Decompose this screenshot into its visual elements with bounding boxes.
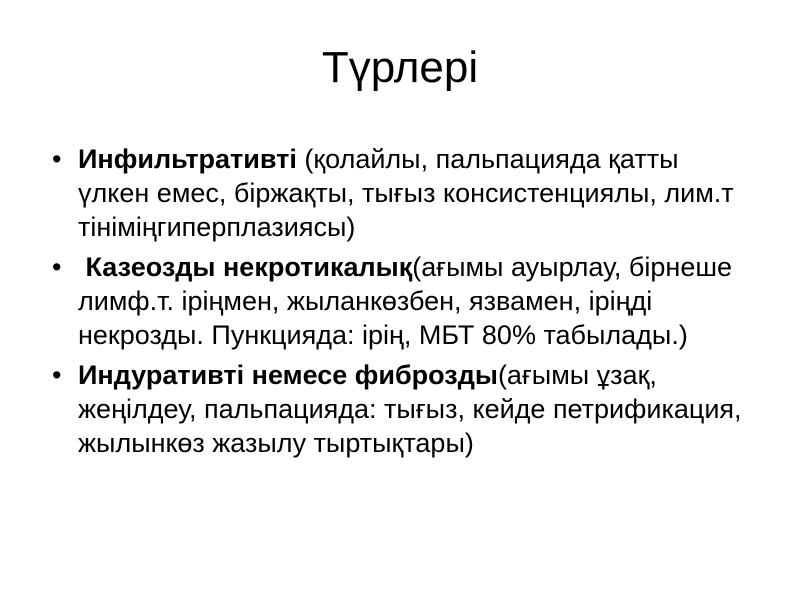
bullet-term: Инфильтративті: [78, 144, 297, 174]
bullet-list: [48, 142, 748, 466]
bullet-description: (ағымы ауырлау, бірнеше лимф.т. іріңмен, жыланкөзбен, язвамен, іріңді некрозды. Пункцияда: ірің, МБТ 80% табылады.): [78, 252, 733, 350]
bullet-term: Индуративті немесе фиброзды: [78, 360, 498, 390]
bullet-dot: •: [52, 144, 62, 174]
bullet-dot: •: [52, 252, 62, 282]
bullet-dot: •: [52, 360, 62, 390]
bullet-term: Казеозды некротикалық: [78, 252, 413, 282]
bullet-item-caseous: [48, 250, 748, 352]
bullet-item-infiltrative: [48, 142, 748, 244]
slide-title: Түрлері: [321, 43, 479, 92]
bullet-description: (ағымы ұзақ, жеңілдеу, пальпацияда: тығыз, кейде петрификация, жылынкөз жазылу тыртықтары): [78, 360, 742, 458]
bullet-description: (қолайлы, пальпацияда қатты үлкен емес, біржақты, тығыз консистенциялы, лим.т тініміңгиперплазиясы): [78, 144, 734, 242]
bullet-item-indurative: [48, 358, 748, 460]
